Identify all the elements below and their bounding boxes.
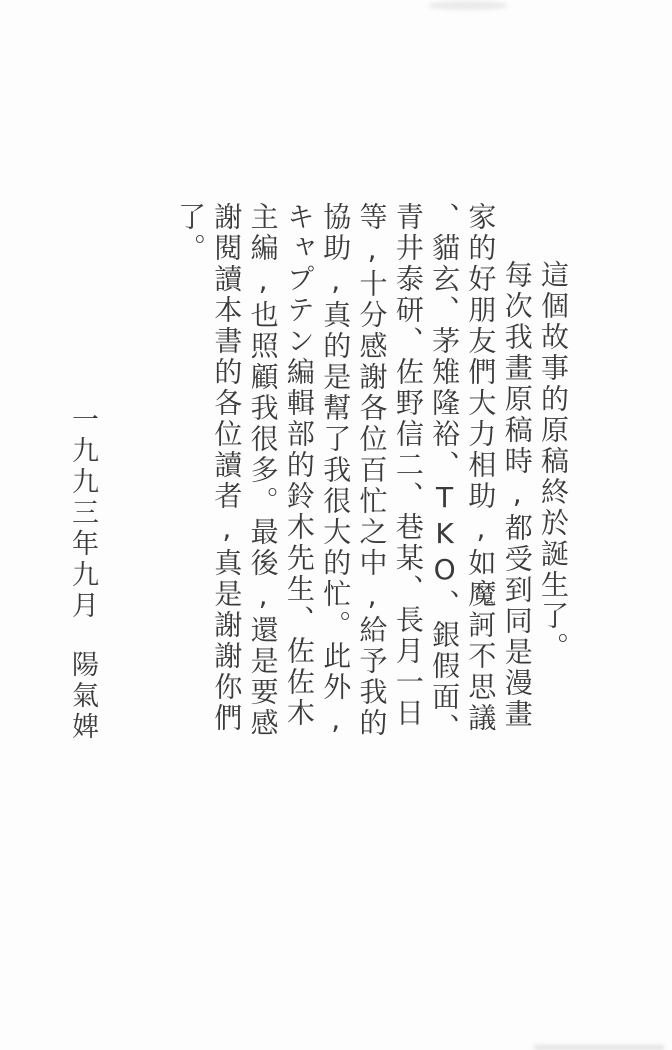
afterword-column-3: 家的好朋友們大力相助,如魔訶不思議 (464, 202, 498, 734)
signature-author: 陽氣婢 (67, 650, 98, 743)
afterword-column-5: 青井泰研、佐野信二、巷某、長月一日 (391, 202, 425, 729)
afterword-text-block (172, 202, 571, 744)
scan-artifact (534, 1045, 664, 1050)
signature-column (64, 405, 100, 743)
afterword-column-7: 協助,真的是幫了我很大的忙。此外, (319, 202, 353, 739)
afterword-column-8: キャプテン編輯部的鈴木先生、佐佐木 (282, 202, 316, 729)
signature-date: 一九九三年九月 (67, 405, 98, 622)
afterword-column-10: 謝閱讀本書的各位讀者,真是謝謝你們 (210, 202, 244, 734)
afterword-column-2: 每次我畫原稿時,都受到同是漫畫 (500, 260, 534, 730)
afterword-column-4: 、貓玄、茅雉隆裕、TKO、銀假面、 (428, 202, 462, 744)
scan-artifact (428, 1, 508, 10)
afterword-column-6: 等,十分感謝各位百忙之中,給予我的 (355, 202, 389, 739)
afterword-column-11: 了。 (174, 202, 208, 264)
afterword-column-1: 這個故事的原稿終於誕生了。 (537, 260, 570, 663)
afterword-column-9: 主編,也照顧我很多。最後,還是要感 (246, 202, 280, 739)
